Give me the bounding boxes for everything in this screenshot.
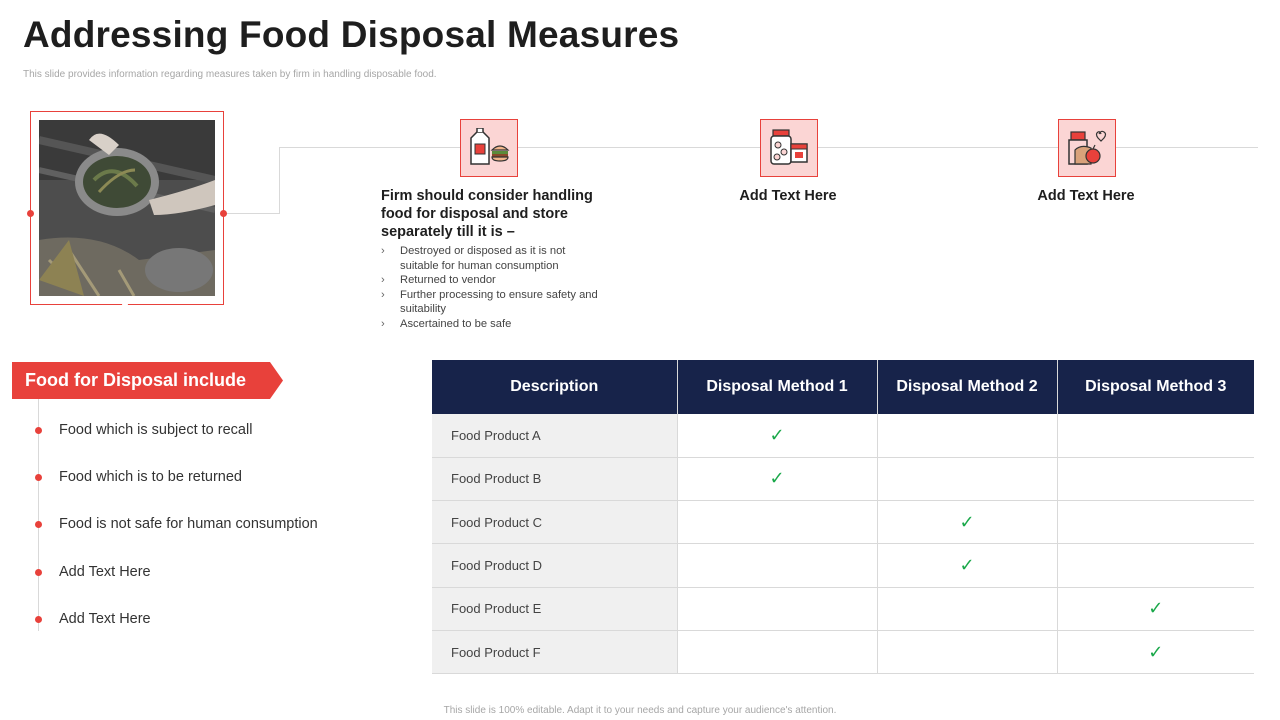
timeline-dot <box>220 210 227 217</box>
product-name-cell: Food Product B <box>432 457 677 500</box>
product-name-cell: Food Product F <box>432 630 677 673</box>
method-3-cell <box>1057 544 1254 587</box>
column-header-method-1: Disposal Method 1 <box>677 360 877 414</box>
cookie-jar-icon <box>767 128 811 168</box>
check-icon: ✓ <box>1148 641 1164 662</box>
list-item: Food which is subject to recall <box>59 422 253 438</box>
list-item: Add Text Here <box>59 611 151 627</box>
check-icon: ✓ <box>959 511 975 532</box>
method-2-cell <box>877 630 1057 673</box>
method-1-cell <box>677 501 877 544</box>
method-2-cell <box>877 587 1057 630</box>
list-item: Food which is to be returned <box>59 469 242 485</box>
step-1-heading: Firm should consider handling food for disposal and store separately till it is – <box>381 188 593 240</box>
method-2-cell <box>877 457 1057 500</box>
list-bullet-dot <box>35 616 42 623</box>
table-row <box>432 501 1254 544</box>
check-icon: ✓ <box>769 424 785 445</box>
table-row <box>432 414 1254 457</box>
table-row <box>432 587 1254 630</box>
list-item: › Ascertained to be safe <box>381 317 601 332</box>
food-waste-photo-frame <box>30 111 224 305</box>
product-name-cell: Food Product C <box>432 501 677 544</box>
timeline-dot <box>27 210 34 217</box>
check-icon: ✓ <box>1148 598 1164 619</box>
step-1-bullet-list <box>381 244 601 331</box>
step-3-heading: Add Text Here <box>1037 188 1135 204</box>
method-1-cell <box>677 630 877 673</box>
method-1-cell <box>677 544 877 587</box>
food-for-disposal-banner <box>12 362 283 399</box>
method-3-cell <box>1057 501 1254 544</box>
disposal-methods-table <box>432 360 1254 674</box>
step-2-icon-box <box>760 119 818 177</box>
list-bullet-dot <box>35 569 42 576</box>
list-item: › Returned to vendor <box>381 273 601 288</box>
bread-heart-icon <box>1065 128 1109 168</box>
table-row <box>432 630 1254 673</box>
check-icon: ✓ <box>959 555 975 576</box>
timeline-connector <box>224 213 279 214</box>
method-1-cell <box>677 587 877 630</box>
timeline-connector <box>279 147 280 214</box>
list-bullet-dot <box>35 474 42 481</box>
list-item: Food is not safe for human consumption <box>59 516 318 532</box>
table-header-row <box>432 360 1254 414</box>
table-row <box>432 544 1254 587</box>
list-bullet-dot <box>35 427 42 434</box>
method-1-cell <box>677 414 877 457</box>
method-1-cell <box>677 457 877 500</box>
column-header-method-2: Disposal Method 2 <box>877 360 1057 414</box>
list-item: › Destroyed or disposed as it is not suitable for human consumption <box>381 244 601 273</box>
table-row <box>432 457 1254 500</box>
list-item: › Further processing to ensure safety and suitability <box>381 288 601 317</box>
product-name-cell: Food Product D <box>432 544 677 587</box>
product-name-cell: Food Product A <box>432 414 677 457</box>
product-name-cell: Food Product E <box>432 587 677 630</box>
page-title: Addressing Food Disposal Measures <box>23 14 680 55</box>
table-body <box>432 414 1254 674</box>
method-3-cell <box>1057 457 1254 500</box>
food-package-icon <box>467 128 511 168</box>
method-2-cell <box>877 544 1057 587</box>
method-2-cell <box>877 414 1057 457</box>
step-1-icon-box <box>460 119 518 177</box>
step-2-heading: Add Text Here <box>739 188 837 204</box>
check-icon: ✓ <box>769 468 785 489</box>
footer-note: This slide is 100% editable. Adapt it to your needs and capture your audience's attention. <box>443 705 837 716</box>
step-3-icon-box <box>1058 119 1116 177</box>
method-2-cell <box>877 501 1057 544</box>
photo-bottom-tick <box>122 302 128 308</box>
food-waste-photo <box>39 120 215 296</box>
column-header-method-3: Disposal Method 3 <box>1057 360 1254 414</box>
method-3-cell <box>1057 630 1254 673</box>
list-item: Add Text Here <box>59 564 151 580</box>
method-3-cell <box>1057 587 1254 630</box>
method-3-cell <box>1057 414 1254 457</box>
banner-label: Food for Disposal include <box>25 370 247 390</box>
column-header-description: Description <box>432 360 677 414</box>
page-subtitle: This slide provides information regarding measures taken by firm in handling disposable food. <box>23 69 437 80</box>
list-bullet-dot <box>35 521 42 528</box>
